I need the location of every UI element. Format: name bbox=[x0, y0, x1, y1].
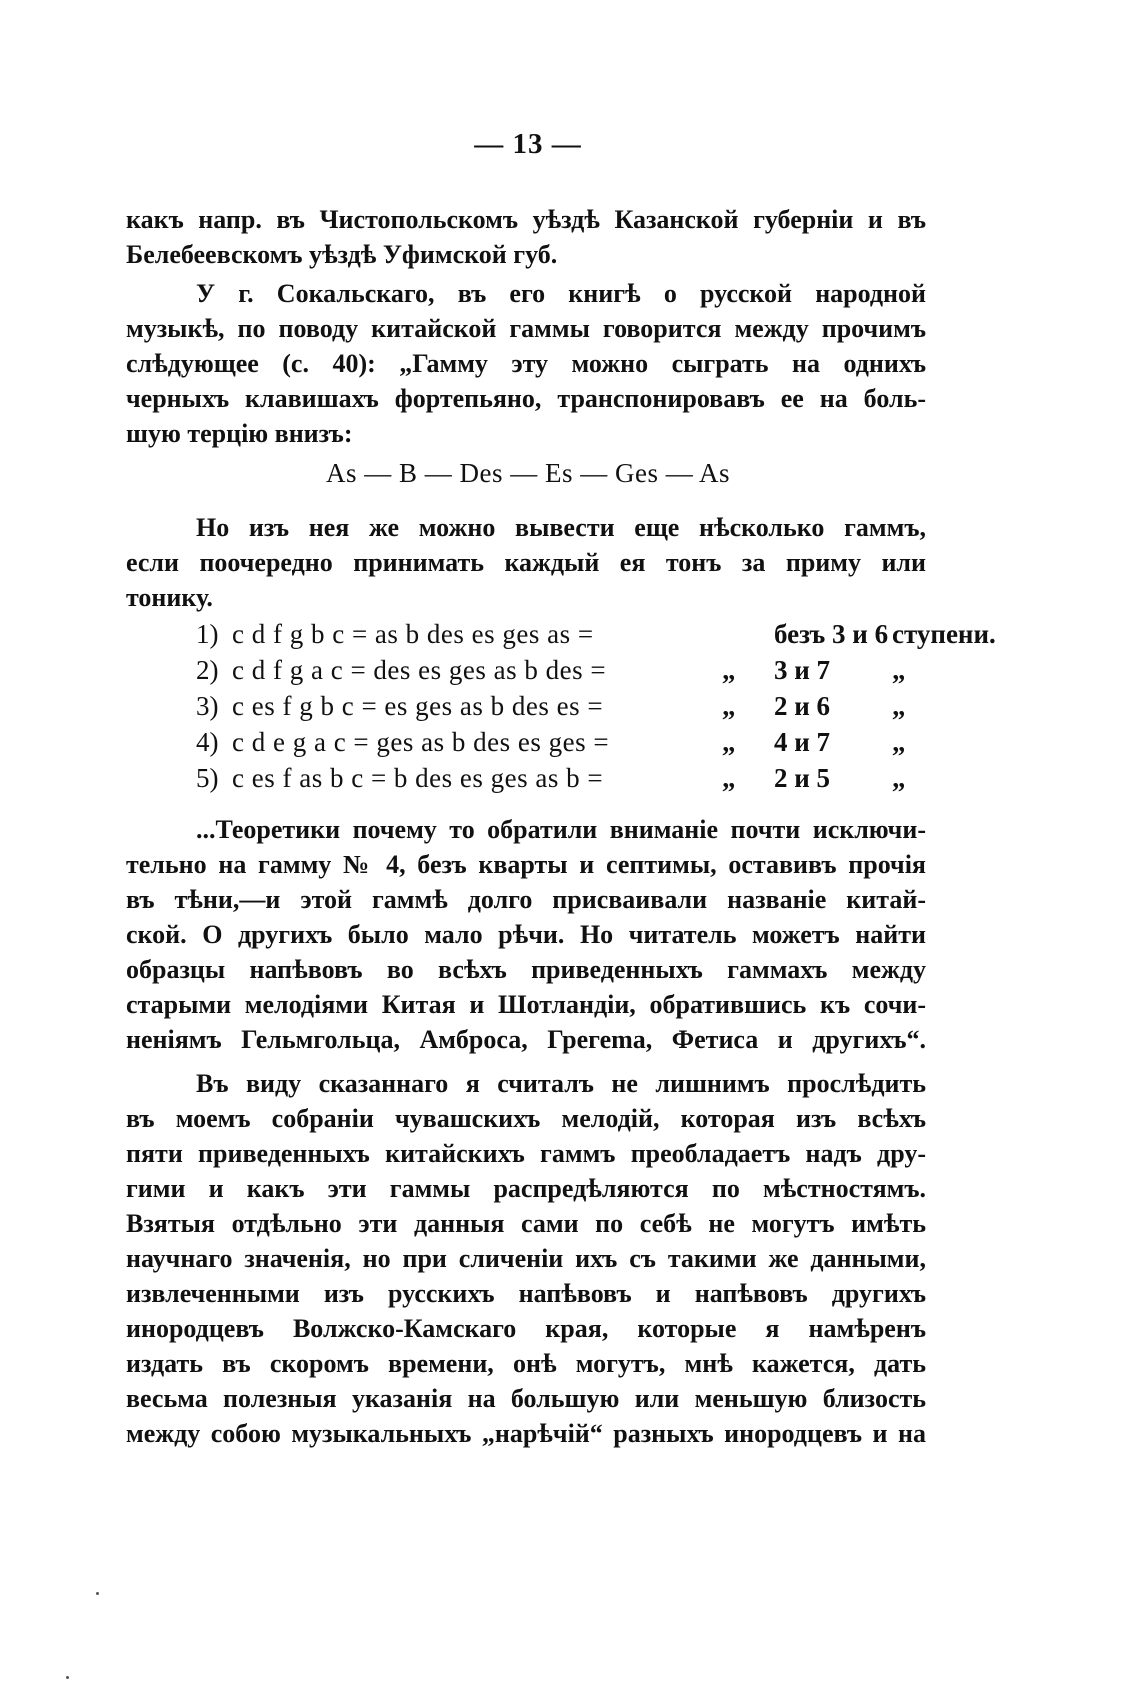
text-line: инородцевъ Волжско-Камскаго края, которые я намѣренъ bbox=[126, 1314, 926, 1343]
ditto-mark: „ bbox=[722, 655, 736, 685]
paragraph-1 bbox=[126, 202, 926, 272]
text-line: если поочередно принимать каждый ея тонъ за приму или bbox=[126, 548, 926, 577]
text-line: шую терцію внизъ: bbox=[126, 419, 353, 448]
ditto-mark: „ bbox=[722, 727, 736, 757]
scale-word: „ bbox=[892, 763, 906, 793]
scale-row bbox=[196, 760, 1002, 796]
text-line: издать въ скоромъ времени, онѣ могутъ, мнѣ кажется, дать bbox=[126, 1349, 926, 1378]
text-line: У г. Сокальскаго, въ его книгѣ о русской народной bbox=[196, 279, 926, 308]
text-line: слѣдующее (с. 40): „Гамму эту можно сыграть на однихъ bbox=[126, 349, 926, 378]
scale-notes: c d f g b c = as b des es ges as = bbox=[232, 619, 594, 649]
text-line: въ моемъ собраніи чувашскихъ мелодій, которая изъ всѣхъ bbox=[126, 1104, 926, 1133]
text-line: Но изъ нея же можно вывести еще нѣсколько гаммъ, bbox=[196, 513, 926, 542]
paragraph-3 bbox=[126, 510, 926, 615]
paragraph-5 bbox=[126, 1066, 926, 1451]
text-line: гими и какъ эти гаммы распредѣляются по мѣстностямъ. bbox=[126, 1174, 926, 1203]
text-line: ...Теоретики почему то обратили вниманіе почти исключи- bbox=[196, 815, 926, 844]
scale-row bbox=[196, 652, 1002, 688]
scale-word: „ bbox=[892, 655, 906, 685]
scale-steps: 2 и 6 bbox=[774, 691, 831, 721]
text-line: ской. О другихъ было мало рѣчи. Но читатель можетъ найти bbox=[126, 920, 926, 949]
scale-steps: 3 и 7 bbox=[774, 655, 831, 685]
ditto-mark: „ bbox=[722, 763, 736, 793]
scale-notes: c d f g a c = des es ges as b des = bbox=[232, 655, 607, 685]
scale-number: 1) bbox=[196, 619, 219, 649]
ditto-mark bbox=[722, 616, 774, 652]
pentatonic-scale-line: As — B — Des — Es — Ges — As bbox=[325, 458, 730, 488]
text-line: образцы напѣвовъ во всѣхъ приведенныхъ гаммахъ между bbox=[126, 955, 926, 984]
text-line: весьма полезныя указанія на большую или меньшую близость bbox=[126, 1384, 926, 1413]
paragraph-4 bbox=[126, 812, 926, 1057]
scale-number: 3) bbox=[196, 691, 219, 721]
print-speck bbox=[66, 1676, 69, 1679]
scale-steps: 4 и 7 bbox=[774, 727, 831, 757]
scale-steps: безъ 3 и 6 bbox=[774, 619, 889, 649]
text-line: между собою музыкальныхъ „нарѣчій“ разныхъ инородцевъ и на bbox=[126, 1419, 926, 1448]
scale-row bbox=[196, 724, 1002, 760]
text-line: пяти приведенныхъ китайскихъ гаммъ преобладаетъ надъ дру- bbox=[126, 1139, 926, 1168]
paragraph-2 bbox=[126, 276, 926, 451]
page-number: — 13 — bbox=[474, 128, 582, 160]
text-line: Белебеевскомъ уѣздѣ Уфимской губ. bbox=[126, 240, 558, 269]
text-line: какъ напр. въ Чистопольскомъ уѣздѣ Казанской губерніи и въ bbox=[126, 205, 926, 234]
text-line: извлеченными изъ русскихъ напѣвовъ и напѣвовъ другихъ bbox=[126, 1279, 926, 1308]
scale-notes: c es f g b c = es ges as b des es = bbox=[232, 691, 604, 721]
scale-word: ступени. bbox=[892, 619, 996, 649]
text-line: въ тѣни,—и этой гаммѣ долго присваивали названіе китай- bbox=[126, 885, 926, 914]
scale-steps: 2 и 5 bbox=[774, 763, 831, 793]
scale-word: „ bbox=[892, 691, 906, 721]
scale-number: 2) bbox=[196, 655, 219, 685]
text-line: музыкѣ, по поводу китайской гаммы говорится между прочимъ bbox=[126, 314, 926, 343]
scale-row bbox=[196, 688, 1002, 724]
text-line: Взятыя отдѣльно эти данныя сами по себѣ не могутъ имѣть bbox=[126, 1209, 926, 1238]
print-speck bbox=[96, 1592, 99, 1595]
scale-row bbox=[196, 616, 1002, 652]
text-line: черныхъ клавишахъ фортепьяно, транспонировавъ ее на боль- bbox=[126, 384, 926, 413]
scale-notes: c es f as b c = b des es ges as b = bbox=[232, 763, 604, 793]
scales-list bbox=[196, 616, 1002, 796]
text-line: Въ виду сказаннаго я считалъ не лишнимъ прослѣдить bbox=[196, 1069, 926, 1098]
text-line: тонику. bbox=[126, 583, 213, 612]
text-line: старыми мелодіями Китая и Шотландіи, обратившись къ сочи- bbox=[126, 990, 926, 1019]
scale-notes: c d e g a c = ges as b des es ges = bbox=[232, 727, 610, 757]
text-line: тельно на гамму № 4, безъ кварты и септимы, оставивъ прочія bbox=[126, 850, 926, 879]
scale-number: 4) bbox=[196, 727, 219, 757]
ditto-mark: „ bbox=[722, 691, 736, 721]
scale-word: „ bbox=[892, 727, 906, 757]
scale-number: 5) bbox=[196, 763, 219, 793]
text-line: неніямъ Гельмгольца, Амброса, Грегеma, Фетиса и другихъ“. bbox=[126, 1025, 926, 1054]
text-line: научнаго значенія, но при сличеніи ихъ съ такими же данными, bbox=[126, 1244, 926, 1273]
